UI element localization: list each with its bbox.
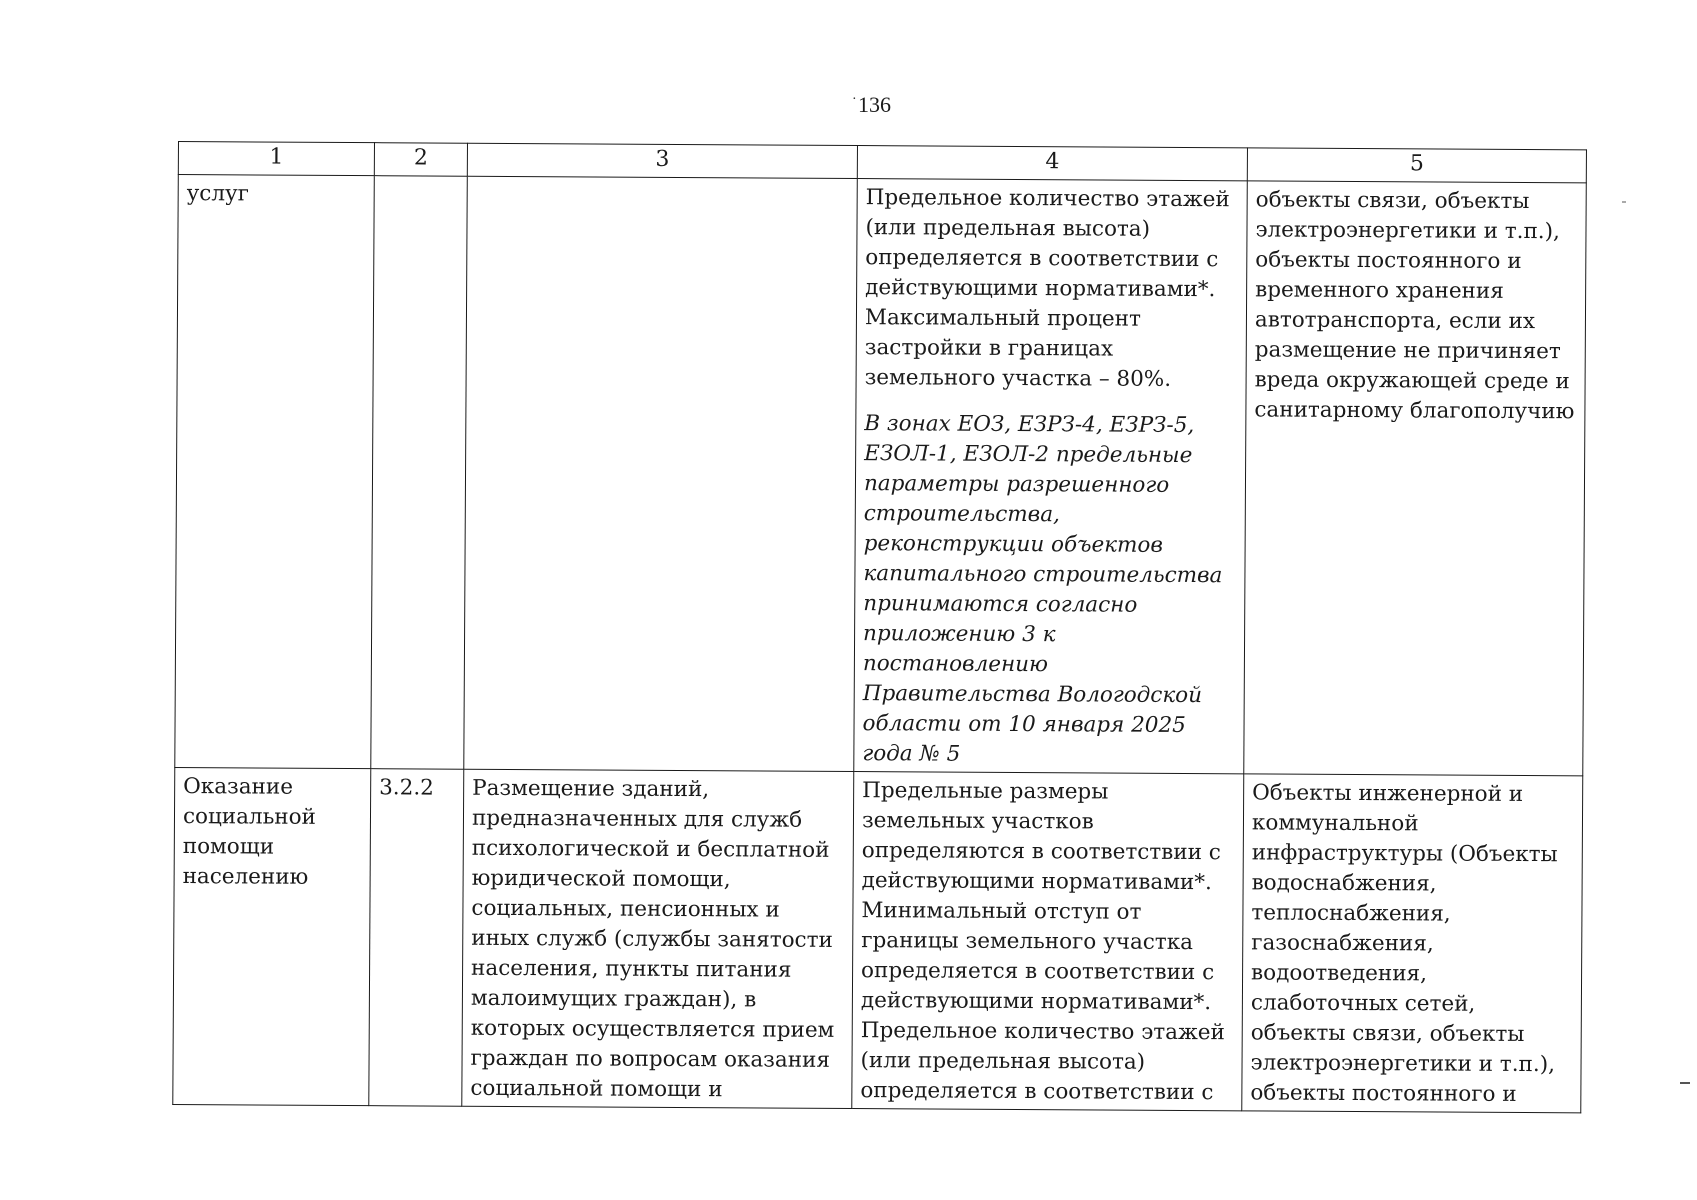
parameter-paragraph: Минимальный отступ от границы земельного участка определяется в соответствии с действующими нормативами*.: [860, 898, 1215, 1016]
cell-code: 3.2.2: [369, 769, 464, 1107]
parameter-paragraph: Предельное количество этажей (или предельная высота) определяется в соответствии с: [860, 1018, 1225, 1106]
column-header-1: 1: [178, 142, 374, 176]
cell-description: [464, 176, 858, 771]
page-number-text: 136: [858, 92, 891, 117]
table-row: [173, 767, 1583, 1112]
column-header-5: 5: [1247, 148, 1586, 183]
cell-description: Размещение зданий, предназначенных для служб психологической и бесплатной юридической помощи, социальных, пенсионных и иных служб (службы занятости населения, пункты питания малоимущих граждан), в которых осуществляется прием граждан по вопросам оказания социальной помощи и: [462, 769, 854, 1108]
column-header-3: 3: [467, 143, 857, 178]
document-table: [172, 141, 1587, 1113]
parameter-paragraph: Максимальный процент застройки в границах земельного участка – 80%.: [864, 305, 1172, 392]
page-number: [852, 92, 891, 118]
column-header-2: 2: [374, 143, 467, 177]
cell-activity-name: Оказание социальной помощи населению: [173, 767, 371, 1105]
cell-parameters: [852, 772, 1244, 1111]
cell-auxiliary-uses: объекты связи, объекты электроэнергетики и т.п.), объекты постоянного и временного хранения автотранспорта, если их размещение не причиняет вреда окружающей среде и санитарному благополучию: [1244, 181, 1587, 776]
parameter-paragraph: Предельные размеры земельных участков определяются в соответствии с действующими нормативами*.: [861, 778, 1221, 896]
cell-code: [371, 176, 468, 770]
scan-dot: ·: [852, 92, 857, 107]
column-header-4: 4: [857, 146, 1247, 181]
scan-edge-mark: [1680, 1082, 1690, 1084]
cell-parameters: [854, 179, 1248, 774]
zone-note: В зонах ЕОЗ, ЕЗРЗ-4, ЕЗРЗ-5, ЕЗОЛ-1, ЕЗОЛ-2 предельные параметры разрешенного строительства, реконструкции объектов капитального строительства принимаются согласно приложению 3 к постановлению Правительства Вологодской области от 10 января 2025 года № 5: [862, 411, 1223, 767]
cell-auxiliary-uses: Объекты инженерной и коммунальной инфраструктуры (Объекты водоснабжения, теплоснабжения, газоснабжения, водоотведения, слаботочных сетей, объекты связи, объекты электроэнергетики и т.п.), объекты постоянного и: [1242, 774, 1583, 1113]
table-row: [175, 175, 1586, 776]
parameter-paragraph: Предельное количество этажей (или предельная высота) определяется в соответствии с действующими нормативами*.: [865, 185, 1230, 303]
cell-activity-name: услуг: [175, 175, 375, 769]
scan-edge-mark: [1622, 201, 1626, 203]
